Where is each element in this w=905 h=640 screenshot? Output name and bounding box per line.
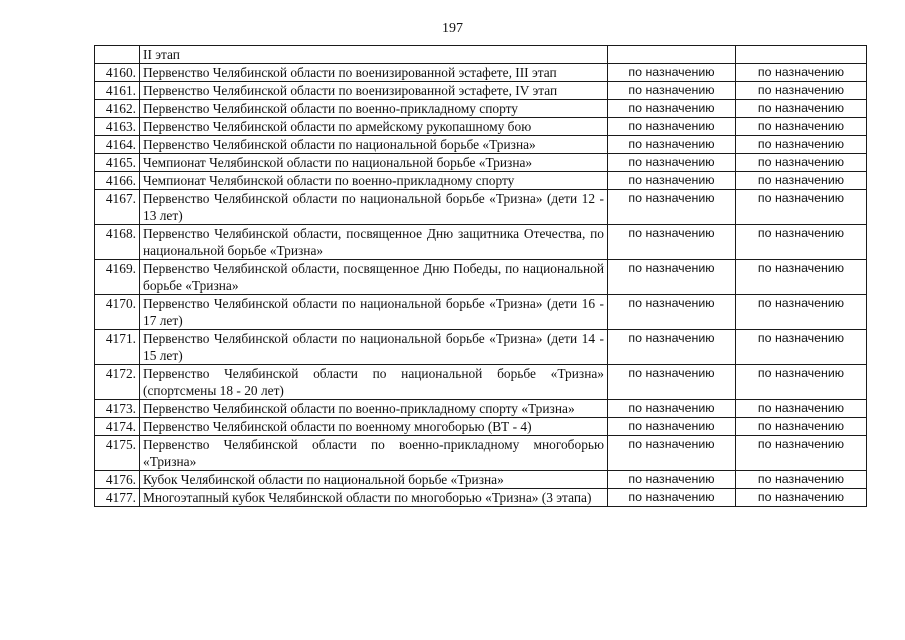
schedule-cell: по назначению — [608, 154, 736, 172]
venue-cell: по назначению — [736, 118, 867, 136]
row-number: 4169. — [95, 260, 140, 295]
event-name: Первенство Челябинской области по национальной борьбе «Тризна» — [140, 136, 608, 154]
table-row — [95, 471, 867, 489]
table-row — [95, 64, 867, 82]
event-name: Первенство Челябинской области по национальной борьбе «Тризна» (дети 14 - 15 лет) — [140, 330, 608, 365]
event-name: Первенство Челябинской области, посвященное Дню защитника Отечества, по национальной борьбе «Тризна» — [140, 225, 608, 260]
schedule-cell: по назначению — [608, 172, 736, 190]
event-name: Первенство Челябинской области по национальной борьбе «Тризна» (дети 12 - 13 лет) — [140, 190, 608, 225]
venue-cell: по назначению — [736, 400, 867, 418]
table-row — [95, 136, 867, 154]
table-row — [95, 365, 867, 400]
row-number: 4165. — [95, 154, 140, 172]
schedule-cell: по назначению — [608, 471, 736, 489]
table-row — [95, 46, 867, 64]
schedule-cell: по назначению — [608, 400, 736, 418]
venue-cell: по назначению — [736, 489, 867, 507]
table-row — [95, 225, 867, 260]
venue-cell: по назначению — [736, 82, 867, 100]
schedule-cell: по назначению — [608, 190, 736, 225]
table-row — [95, 489, 867, 507]
event-name: Первенство Челябинской области по военно-прикладному многоборью «Тризна» — [140, 436, 608, 471]
venue-cell: по назначению — [736, 190, 867, 225]
event-name: Чемпионат Челябинской области по национальной борьбе «Тризна» — [140, 154, 608, 172]
row-number: 4173. — [95, 400, 140, 418]
venue-cell: по назначению — [736, 365, 867, 400]
row-number — [95, 46, 140, 64]
schedule-cell: по назначению — [608, 436, 736, 471]
venue-cell — [736, 46, 867, 64]
table-row — [95, 82, 867, 100]
row-number: 4174. — [95, 418, 140, 436]
row-number: 4171. — [95, 330, 140, 365]
venue-cell: по назначению — [736, 330, 867, 365]
schedule-cell: по назначению — [608, 330, 736, 365]
table-row — [95, 190, 867, 225]
table-row — [95, 436, 867, 471]
row-number: 4168. — [95, 225, 140, 260]
venue-cell: по назначению — [736, 225, 867, 260]
event-name: Чемпионат Челябинской области по военно-прикладному спорту — [140, 172, 608, 190]
table-row — [95, 330, 867, 365]
venue-cell: по назначению — [736, 172, 867, 190]
venue-cell: по назначению — [736, 136, 867, 154]
venue-cell: по назначению — [736, 154, 867, 172]
schedule-cell: по назначению — [608, 136, 736, 154]
page-number: 197 — [442, 21, 463, 36]
table-row — [95, 100, 867, 118]
event-name: Первенство Челябинской области по национальной борьбе «Тризна» (спортсмены 18 - 20 лет) — [140, 365, 608, 400]
event-name: Первенство Челябинской области по военно-прикладному спорту — [140, 100, 608, 118]
venue-cell: по назначению — [736, 100, 867, 118]
row-number: 4170. — [95, 295, 140, 330]
table-row — [95, 118, 867, 136]
venue-cell: по назначению — [736, 471, 867, 489]
event-name: Первенство Челябинской области по военному многоборью (ВТ - 4) — [140, 418, 608, 436]
event-name: Первенство Челябинской области по военизированной эстафете, III этап — [140, 64, 608, 82]
table-row — [95, 172, 867, 190]
schedule-cell: по назначению — [608, 64, 736, 82]
schedule-cell: по назначению — [608, 82, 736, 100]
event-name: Первенство Челябинской области по национальной борьбе «Тризна» (дети 16 - 17 лет) — [140, 295, 608, 330]
table-row — [95, 418, 867, 436]
events-table — [94, 45, 867, 507]
schedule-cell: по назначению — [608, 418, 736, 436]
row-number: 4162. — [95, 100, 140, 118]
schedule-cell: по назначению — [608, 118, 736, 136]
events-table-body — [95, 46, 867, 507]
venue-cell: по назначению — [736, 436, 867, 471]
row-number: 4172. — [95, 365, 140, 400]
schedule-cell: по назначению — [608, 225, 736, 260]
table-row — [95, 295, 867, 330]
event-name: Первенство Челябинской области, посвященное Дню Победы, по национальной борьбе «Тризна» — [140, 260, 608, 295]
row-number: 4160. — [95, 64, 140, 82]
table-row — [95, 400, 867, 418]
venue-cell: по назначению — [736, 418, 867, 436]
row-number: 4177. — [95, 489, 140, 507]
schedule-cell: по назначению — [608, 489, 736, 507]
schedule-cell: по назначению — [608, 260, 736, 295]
event-name: Первенство Челябинской области по военно-прикладному спорту «Тризна» — [140, 400, 608, 418]
row-number: 4176. — [95, 471, 140, 489]
row-number: 4163. — [95, 118, 140, 136]
event-name: II этап — [140, 46, 608, 64]
schedule-cell — [608, 46, 736, 64]
row-number: 4164. — [95, 136, 140, 154]
event-name: Первенство Челябинской области по военизированной эстафете, IV этап — [140, 82, 608, 100]
row-number: 4166. — [95, 172, 140, 190]
schedule-cell: по назначению — [608, 295, 736, 330]
venue-cell: по назначению — [736, 64, 867, 82]
event-name: Первенство Челябинской области по армейскому рукопашному бою — [140, 118, 608, 136]
schedule-cell: по назначению — [608, 365, 736, 400]
venue-cell: по назначению — [736, 295, 867, 330]
table-row — [95, 260, 867, 295]
event-name: Кубок Челябинской области по национальной борьбе «Тризна» — [140, 471, 608, 489]
schedule-cell: по назначению — [608, 100, 736, 118]
event-name: Многоэтапный кубок Челябинской области по многоборью «Тризна» (3 этапа) — [140, 489, 608, 507]
venue-cell: по назначению — [736, 260, 867, 295]
row-number: 4167. — [95, 190, 140, 225]
table-row — [95, 154, 867, 172]
row-number: 4175. — [95, 436, 140, 471]
row-number: 4161. — [95, 82, 140, 100]
